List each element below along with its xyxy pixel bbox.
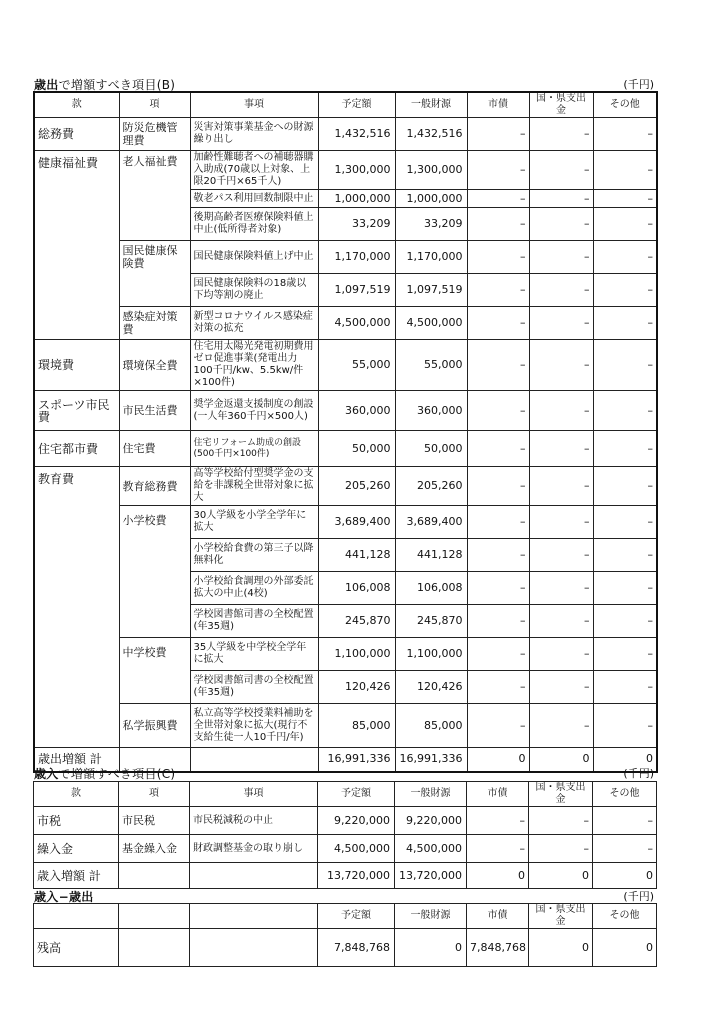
expenditure-table: [33, 91, 658, 773]
yotei-cell: 360,000: [318, 391, 395, 431]
section-c-title-bold: 歳入: [34, 767, 59, 781]
sonota-cell: –: [593, 506, 657, 539]
empty-cell: [34, 904, 119, 929]
balance-shisai: 7,848,768: [467, 929, 529, 967]
table-row: [34, 151, 657, 190]
kan-cell: 市税: [34, 807, 119, 835]
col-header: 款: [34, 782, 119, 807]
kokuken-cell: –: [529, 340, 593, 391]
table-row: [34, 241, 657, 274]
jikou-cell: 住宅リフォーム助成の創設(500千円×100件): [190, 431, 318, 467]
table-row: [34, 118, 657, 151]
kan-cell: 健康福祉費: [34, 151, 119, 340]
col-header: 市債: [467, 92, 529, 118]
kokuken-cell: –: [529, 605, 593, 638]
shisai-cell: –: [467, 467, 529, 506]
sonota-cell: –: [593, 307, 657, 340]
sonota-cell: –: [593, 638, 657, 671]
jikou-cell: 学校図書館司書の全校配置(年35週): [190, 671, 318, 704]
col-header: その他: [593, 904, 657, 929]
sonota-cell: –: [593, 572, 657, 605]
col-header: 一般財源: [395, 782, 467, 807]
col-header: 一般財源: [395, 904, 467, 929]
shisai-cell: –: [467, 151, 529, 190]
jikou-cell: 私立高等学校授業料補助を全世帯対象に拡大(現行不支給生徒一人10千円/年): [190, 704, 318, 748]
col-header: 款: [34, 92, 119, 118]
shisai-cell: –: [467, 190, 529, 208]
jikou-cell: 加齢性難聴者への補聴器購入助成(70歳以上対象、上限20千円×65千人): [190, 151, 318, 190]
kou-cell: 老人福祉費: [119, 151, 190, 241]
kan-cell: 住宅都市費: [34, 431, 119, 467]
yotei-cell: 3,689,400: [318, 506, 395, 539]
yotei-cell: 85,000: [318, 704, 395, 748]
sonota-cell: –: [593, 835, 657, 863]
kou-cell: 小学校費: [119, 506, 190, 638]
section-d-unit: (千円): [623, 890, 654, 903]
empty-cell: [190, 863, 318, 889]
col-header: 項: [119, 92, 190, 118]
shisai-cell: –: [467, 307, 529, 340]
sonota-cell: –: [593, 467, 657, 506]
kou-cell: 教育総務費: [119, 467, 190, 506]
kou-cell: 市民税: [119, 807, 190, 835]
ippan-cell: 245,870: [395, 605, 467, 638]
col-header: 予定額: [318, 92, 395, 118]
total-kokuken: 0: [529, 863, 593, 889]
table-row: [34, 704, 657, 748]
total-shisai: 0: [467, 863, 529, 889]
balance-sonota: 0: [593, 929, 657, 967]
ippan-cell: 4,500,000: [395, 307, 467, 340]
col-header: 事項: [190, 92, 318, 118]
sonota-cell: –: [593, 340, 657, 391]
kou-cell: 防災危機管理費: [119, 118, 190, 151]
jikou-cell: 学校図書館司書の全校配置(年35週): [190, 605, 318, 638]
yotei-cell: 33,209: [318, 208, 395, 241]
kokuken-cell: –: [529, 467, 593, 506]
kan-cell: 総務費: [34, 118, 119, 151]
kokuken-cell: –: [529, 704, 593, 748]
col-header: 市債: [467, 904, 529, 929]
ippan-cell: 106,008: [395, 572, 467, 605]
kou-cell: 感染症対策費: [119, 307, 190, 340]
sonota-cell: –: [593, 704, 657, 748]
shisai-cell: –: [467, 391, 529, 431]
shisai-cell: –: [467, 118, 529, 151]
kokuken-cell: –: [529, 671, 593, 704]
ippan-cell: 85,000: [395, 704, 467, 748]
yotei-cell: 1,170,000: [318, 241, 395, 274]
ippan-cell: 120,426: [395, 671, 467, 704]
kou-cell: 私学振興費: [119, 704, 190, 748]
kokuken-cell: –: [529, 190, 593, 208]
sonota-cell: –: [593, 151, 657, 190]
yotei-cell: 245,870: [318, 605, 395, 638]
yotei-cell: 50,000: [318, 431, 395, 467]
col-header: その他: [593, 782, 657, 807]
ippan-cell: 1,432,516: [395, 118, 467, 151]
table-header: [34, 904, 657, 929]
sonota-cell: –: [593, 190, 657, 208]
kou-cell: 市民生活費: [119, 391, 190, 431]
table-row: [34, 506, 657, 539]
sonota-cell: –: [593, 431, 657, 467]
total-ippan: 13,720,000: [395, 863, 467, 889]
kou-cell: 中学校費: [119, 638, 190, 704]
table-row: [34, 638, 657, 671]
section-b-unit: (千円): [623, 78, 654, 91]
ippan-cell: 3,689,400: [395, 506, 467, 539]
sonota-cell: –: [593, 391, 657, 431]
jikou-cell: 奨学金返還支援制度の創設(一人年360千円×500人): [190, 391, 318, 431]
kokuken-cell: –: [529, 391, 593, 431]
sonota-cell: –: [593, 241, 657, 274]
total-sonota: 0: [593, 748, 657, 772]
kokuken-cell: –: [529, 118, 593, 151]
col-header: 項: [119, 782, 190, 807]
table-row: [34, 807, 657, 835]
kokuken-cell: –: [529, 274, 593, 307]
shisai-cell: –: [467, 431, 529, 467]
table-row: [34, 391, 657, 431]
shisai-cell: –: [467, 506, 529, 539]
yotei-cell: 1,300,000: [318, 151, 395, 190]
empty-cell: [190, 929, 318, 967]
ippan-cell: 360,000: [395, 391, 467, 431]
shisai-cell: –: [467, 704, 529, 748]
empty-cell: [190, 748, 318, 772]
yotei-cell: 120,426: [318, 671, 395, 704]
table-header: [34, 92, 657, 118]
kou-cell: 環境保全費: [119, 340, 190, 391]
ippan-cell: 1,100,000: [395, 638, 467, 671]
table-row: [34, 307, 657, 340]
section-c-title: [34, 765, 175, 782]
shisai-cell: –: [467, 807, 529, 835]
yotei-cell: 4,500,000: [318, 307, 395, 340]
shisai-cell: –: [467, 274, 529, 307]
kokuken-cell: –: [529, 241, 593, 274]
shisai-cell: –: [467, 340, 529, 391]
jikou-cell: 国民健康保険料の18歳以下均等割の廃止: [190, 274, 318, 307]
table-row: [34, 467, 657, 506]
ippan-cell: 33,209: [395, 208, 467, 241]
section-d-title-bold: 歳入−歳出: [34, 890, 94, 904]
yotei-cell: 9,220,000: [318, 807, 395, 835]
total-yotei: 16,991,336: [318, 748, 395, 772]
kokuken-cell: –: [529, 539, 593, 572]
balance-label: 残高: [34, 929, 119, 967]
yotei-cell: 4,500,000: [318, 835, 395, 863]
shisai-cell: –: [467, 572, 529, 605]
yotei-cell: 1,097,519: [318, 274, 395, 307]
ippan-cell: 55,000: [395, 340, 467, 391]
kan-cell: 繰入金: [34, 835, 119, 863]
table-row: [34, 431, 657, 467]
shisai-cell: –: [467, 208, 529, 241]
jikou-cell: 高等学校給付型奨学金の支給を非課税全世帯対象に拡大: [190, 467, 318, 506]
jikou-cell: 新型コロナウイルス感染症対策の拡充: [190, 307, 318, 340]
empty-cell: [190, 904, 318, 929]
section-b-title-bold: 歳出: [34, 78, 59, 92]
section-c-title-rest: で増額すべき項目(C): [58, 767, 176, 781]
kokuken-cell: –: [529, 506, 593, 539]
empty-cell: [119, 863, 190, 889]
kokuken-cell: –: [529, 638, 593, 671]
col-header: 予定額: [318, 782, 395, 807]
kokuken-cell: –: [529, 572, 593, 605]
kokuken-cell: –: [529, 208, 593, 241]
col-header: 国・県支出金: [529, 782, 593, 807]
table-row: [34, 340, 657, 391]
total-label: 歳出増額 計: [34, 748, 119, 772]
table-header: [34, 782, 657, 807]
empty-cell: [119, 904, 190, 929]
kokuken-cell: –: [529, 151, 593, 190]
balance-ippan: 0: [395, 929, 467, 967]
jikou-cell: 30人学級を小学全学年に拡大: [190, 506, 318, 539]
balance-row: [34, 929, 657, 967]
sonota-cell: –: [593, 807, 657, 835]
sonota-cell: –: [593, 539, 657, 572]
jikou-cell: 後期高齢者医療保険料値上中止(低所得者対象): [190, 208, 318, 241]
balance-table: [33, 903, 657, 967]
yotei-cell: 1,100,000: [318, 638, 395, 671]
kou-cell: 基金繰入金: [119, 835, 190, 863]
sonota-cell: –: [593, 671, 657, 704]
col-header: 予定額: [318, 904, 395, 929]
shisai-cell: –: [467, 241, 529, 274]
revenue-table: [33, 781, 657, 889]
sonota-cell: –: [593, 208, 657, 241]
yotei-cell: 1,432,516: [318, 118, 395, 151]
shisai-cell: –: [467, 671, 529, 704]
ippan-cell: 4,500,000: [395, 835, 467, 863]
col-header: その他: [593, 92, 657, 118]
balance-kokuken: 0: [529, 929, 593, 967]
ippan-cell: 1,097,519: [395, 274, 467, 307]
balance-yotei: 7,848,768: [318, 929, 395, 967]
total-ippan: 16,991,336: [395, 748, 467, 772]
kokuken-cell: –: [529, 431, 593, 467]
kan-cell: 環境費: [34, 340, 119, 391]
ippan-cell: 1,300,000: [395, 151, 467, 190]
shisai-cell: –: [467, 638, 529, 671]
total-sonota: 0: [593, 863, 657, 889]
jikou-cell: 国民健康保険料値上げ中止: [190, 241, 318, 274]
ippan-cell: 441,128: [395, 539, 467, 572]
yotei-cell: 1,000,000: [318, 190, 395, 208]
shisai-cell: –: [467, 605, 529, 638]
yotei-cell: 441,128: [318, 539, 395, 572]
col-header: 国・県支出金: [529, 904, 593, 929]
section-b-title-rest: で増額すべき項目(B): [58, 78, 176, 92]
jikou-cell: 住宅用太陽光発電初期費用ゼロ促進事業(発電出力100千円/kw、5.5kw/件×100件): [190, 340, 318, 391]
ippan-cell: 1,170,000: [395, 241, 467, 274]
yotei-cell: 55,000: [318, 340, 395, 391]
ippan-cell: 205,260: [395, 467, 467, 506]
jikou-cell: 35人学級を中学校全学年に拡大: [190, 638, 318, 671]
jikou-cell: 財政調整基金の取り崩し: [190, 835, 318, 863]
total-label: 歳入増額 計: [34, 863, 119, 889]
jikou-cell: 敬老パス利用回数制限中止: [190, 190, 318, 208]
col-header: 事項: [190, 782, 318, 807]
kou-cell: 住宅費: [119, 431, 190, 467]
kan-cell: スポーツ市民費: [34, 391, 119, 431]
kokuken-cell: –: [529, 807, 593, 835]
shisai-cell: –: [467, 835, 529, 863]
jikou-cell: 災害対策事業基金への財源繰り出し: [190, 118, 318, 151]
jikou-cell: 市民税減税の中止: [190, 807, 318, 835]
section-c-unit: (千円): [623, 767, 654, 780]
ippan-cell: 1,000,000: [395, 190, 467, 208]
col-header: 一般財源: [395, 92, 467, 118]
jikou-cell: 小学校給食調理の外部委託拡大の中止(4校): [190, 572, 318, 605]
sonota-cell: –: [593, 605, 657, 638]
col-header: 国・県支出金: [529, 92, 593, 118]
kou-cell: 国民健康保険費: [119, 241, 190, 307]
total-yotei: 13,720,000: [318, 863, 395, 889]
sonota-cell: –: [593, 274, 657, 307]
sonota-cell: –: [593, 118, 657, 151]
total-shisai: 0: [467, 748, 529, 772]
total-row: [34, 863, 657, 889]
empty-cell: [119, 929, 190, 967]
ippan-cell: 50,000: [395, 431, 467, 467]
ippan-cell: 9,220,000: [395, 807, 467, 835]
kokuken-cell: –: [529, 835, 593, 863]
kan-cell: 教育費: [34, 467, 119, 748]
yotei-cell: 106,008: [318, 572, 395, 605]
kokuken-cell: –: [529, 307, 593, 340]
jikou-cell: 小学校給食費の第三子以降無料化: [190, 539, 318, 572]
col-header: 市債: [467, 782, 529, 807]
total-kokuken: 0: [529, 748, 593, 772]
table-row: [34, 835, 657, 863]
yotei-cell: 205,260: [318, 467, 395, 506]
shisai-cell: –: [467, 539, 529, 572]
